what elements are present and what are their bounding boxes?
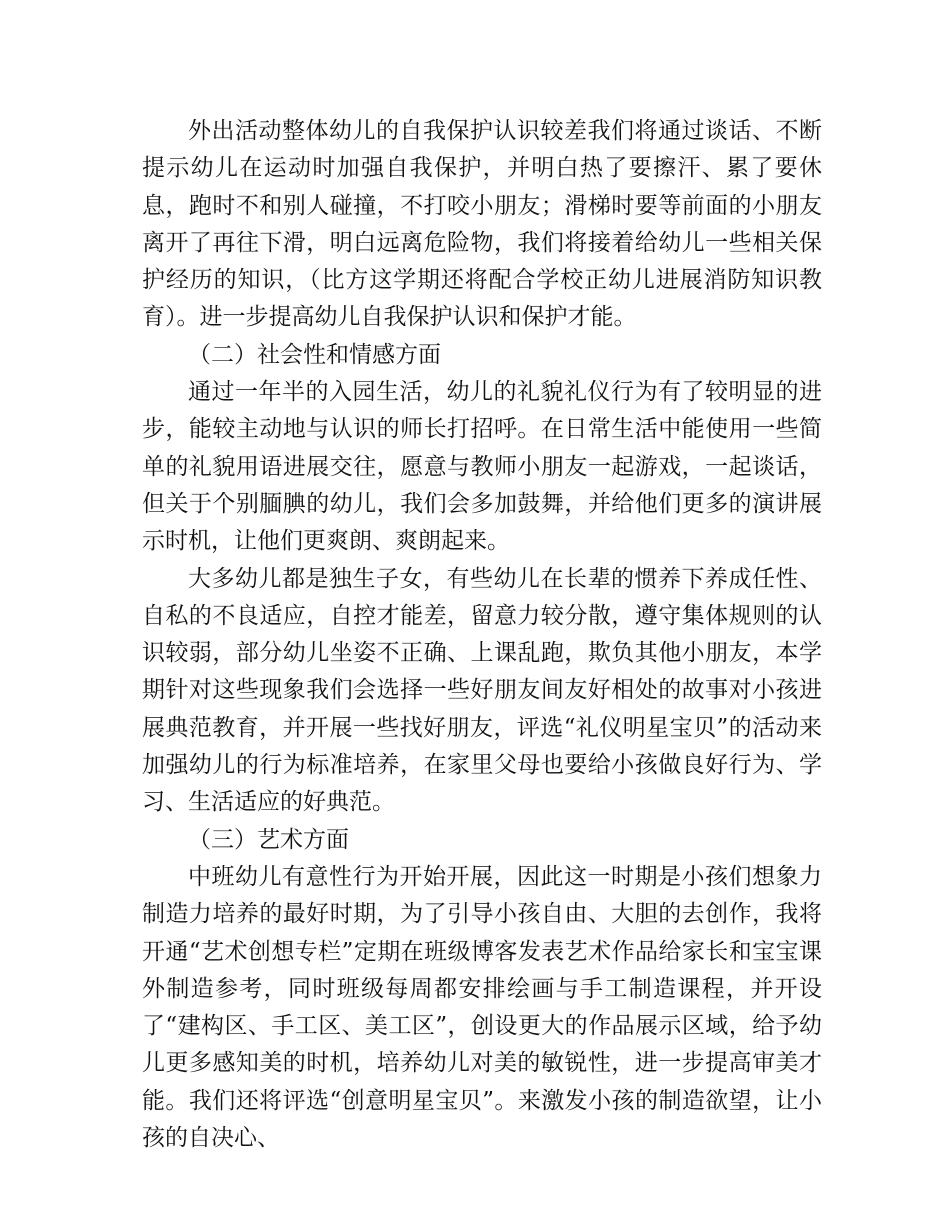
section-heading-social-emotional: （二）社会性和情感方面 bbox=[188, 341, 441, 368]
paragraph-etiquette-progress: 通过一年半的入园生活，幼儿的礼貌礼仪行为有了较明显的进步，能较主动地与认识的师长打招呼。在日常生活中能使用一些简单的礼貌用语进展交往，愿意与教师小朋友一起游戏，一起谈话，但关于个别腼腆的幼儿，我们会多加鼓舞，并给他们更多的演讲展示时机，让他们更爽朗、爽朗起来。 bbox=[142, 379, 822, 555]
paragraph-behavior-habits: 大多幼儿都是独生子女，有些幼儿在长辈的惯养下养成任性、自私的不良适应，自控才能差，留意力较分散，遵守集体规则的认识较弱，部分幼儿坐姿不正确、上课乱跑，欺负其他小朋友，本学期针对这些现象我们会选择一些好朋友间友好相处的故事对小孩进展典范教育，并开展一些找好朋友，评选“礼仪明星宝贝”的活动来加强幼儿的行为标准培养，在家里父母也要给小孩做良好行为、学习、生活适应的好典范。 bbox=[142, 565, 822, 816]
paragraph-art-creativity: 中班幼儿有意性行为开始开展，因此这一时期是小孩们想象力制造力培养的最好时期，为了引导小孩自由、大胆的去创作，我将开通“艺术创想专栏”定期在班级博客发表艺术作品给家长和宝宝课外制造参考，同时班级每周都安排绘画与手工制造课程，并开设了“建构区、手工区、美工区”，创设更大的作品展示区域，给予幼儿更多感知美的时机，培养幼儿对美的敏锐性，进一步提高审美才能。我们还将评选“创意明星宝贝”。来激发小孩的制造欲望，让小孩的自决心、 bbox=[142, 863, 822, 1152]
section-heading-art: （三）艺术方面 bbox=[188, 826, 349, 853]
document-body bbox=[142, 113, 822, 1157]
paragraph-self-protection: 外出活动整体幼儿的自我保护认识较差我们将通过谈话、不断提示幼儿在运动时加强自我保护，并明白热了要擦汗、累了要休息，跑时不和别人碰撞，不打咬小朋友；滑梯时要等前面的小朋友离开了再往下滑，明白远离危险物，我们将接着给幼儿一些相关保护经历的知识，（比方这学期还将配合学校正幼儿进展消防知识教育）。进一步提高幼儿自我保护认识和保护才能。 bbox=[142, 118, 822, 331]
